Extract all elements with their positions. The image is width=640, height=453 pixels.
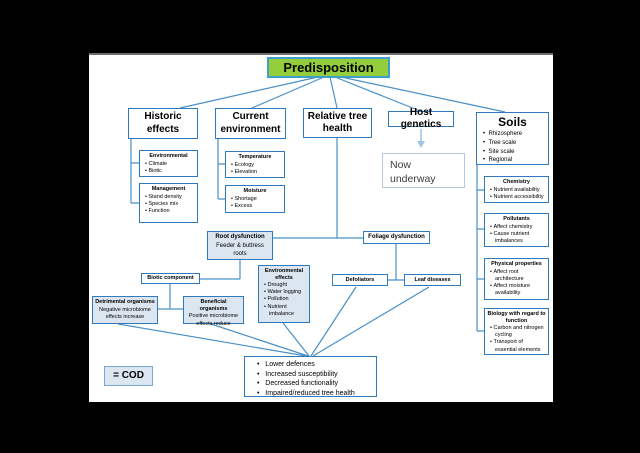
bullet-item: • Water logging — [264, 289, 307, 296]
historic-effects-box — [128, 108, 198, 139]
physical-properties-header: Physical properties — [491, 261, 542, 267]
bullet-item: • Decreased functionality — [253, 379, 372, 389]
management-header: Management — [151, 186, 186, 192]
bullet-item: • Function — [145, 208, 195, 215]
bullet-item: • Nutrient imbalance — [264, 304, 307, 318]
bullet-item: • Species mix — [145, 201, 195, 208]
biology-function-box — [484, 308, 549, 355]
current-environment-box — [215, 108, 286, 139]
foliage-dysfunction-label: Foliage dysfunction — [368, 233, 425, 240]
bullet-item: • Elevation — [231, 169, 282, 176]
management-list — [142, 194, 195, 215]
bullet-item: • Stand density — [145, 194, 195, 201]
current-environment-label: Current environment — [220, 111, 281, 135]
environmental-historic-header: Environmental — [149, 153, 188, 159]
biotic-component-connector — [158, 284, 183, 309]
bullet-item: • Regional — [483, 156, 548, 165]
pollutants-header: Pollutants — [503, 216, 530, 222]
leaf-diseases-label: Leaf diseases — [414, 276, 451, 283]
outcome-list — [253, 360, 372, 399]
foliage-dysfunction-box — [363, 231, 430, 244]
physical-properties-list — [487, 269, 546, 298]
biotic-component-label: Biotic component — [147, 275, 194, 282]
bullet-item: • Drought — [264, 282, 307, 289]
bullet-item: • Ecology — [231, 162, 282, 169]
soils-box — [476, 112, 549, 165]
environmental-effects-list — [261, 282, 307, 318]
current-bracket — [218, 139, 225, 199]
host-genetics-label: Host genetics — [400, 106, 442, 130]
bullet-item: • Affect root architecture — [490, 269, 546, 283]
relative-tree-health-label: Relative tree health — [307, 110, 368, 134]
bullet-item: • Rhizosphere — [483, 130, 548, 139]
host-genetics-arrow — [417, 129, 425, 148]
root-dysfunction-body: Feeder & buttress roots — [216, 243, 264, 258]
bullet-item: • Biotic — [145, 168, 195, 175]
foliage-dysfunction-connector — [388, 244, 404, 280]
detrimental-organisms-body: Negative microbiome effects increase — [99, 306, 151, 321]
bullet-item: • Cause nutrient imbalances — [490, 231, 546, 245]
bullet-item: • Lower defences — [253, 360, 372, 370]
soils-list — [477, 130, 548, 165]
bullet-item: • Transport of essential elements — [490, 339, 546, 353]
beneficial-organisms-box — [183, 296, 244, 327]
beneficial-organisms-header: Beneficial organisms — [199, 299, 228, 312]
chemistry-list — [487, 187, 546, 201]
bullet-item: • Impaired/reduced tree health — [253, 389, 372, 399]
cod-legend-label: = COD — [113, 370, 144, 381]
environmental-historic-list — [142, 161, 195, 175]
physical-properties-box — [484, 258, 549, 300]
outcome-box — [244, 356, 377, 397]
bullet-item: • Carbon and nitrogen cycling — [490, 325, 546, 339]
leaf-diseases-box — [404, 274, 461, 286]
now-underway-label: Now underway — [390, 159, 436, 186]
soils-bracket — [477, 165, 484, 331]
pollutants-list — [487, 224, 546, 245]
biology-function-header: Biology with regard to function — [487, 311, 546, 324]
root-dysfunction-box — [207, 231, 273, 260]
chemistry-header: Chemistry — [503, 179, 530, 185]
bullet-item: • Pollution — [264, 296, 307, 303]
moisture-header: Moisture — [243, 188, 267, 194]
fan-lines — [180, 77, 505, 112]
bullet-item: • Increased susceptibility — [253, 370, 372, 380]
now-underway-box — [382, 153, 465, 188]
moisture-box — [225, 185, 285, 213]
cod-legend-box — [104, 366, 153, 386]
environmental-historic-box — [139, 150, 198, 177]
bullet-item: • Affect moisture availability — [490, 283, 546, 297]
temperature-box — [225, 151, 285, 178]
chemistry-box — [484, 176, 549, 203]
bullet-item: • Nutrient availability — [490, 187, 546, 194]
bullet-item: • Climate — [145, 161, 195, 168]
environmental-effects-header: Environmental effects — [264, 268, 304, 281]
relative-tree-health-box — [303, 108, 372, 138]
defoliators-label: Defoliators — [345, 276, 375, 283]
root-dysfunction-connector — [200, 260, 240, 279]
detrimental-organisms-header: Detrimental organisms — [95, 299, 155, 305]
bullet-item: • Nutrient accessibility — [490, 194, 546, 201]
historic-bracket — [131, 139, 139, 203]
bullet-item: • Affect chemistry — [490, 224, 546, 231]
bullet-item: • Shortage — [231, 196, 282, 203]
root-dysfunction-header: Root dysfunction — [215, 234, 265, 240]
soils-title: Soils — [498, 115, 527, 129]
defoliators-box — [332, 274, 388, 286]
host-genetics-box — [388, 106, 454, 130]
relative-health-trunk — [273, 138, 363, 238]
bullet-item: • Excess — [231, 203, 282, 210]
biology-function-list — [487, 325, 546, 354]
temperature-header: Temperature — [238, 154, 272, 160]
biotic-component-box — [141, 273, 200, 284]
bullet-item: • Tree scale — [483, 139, 548, 148]
beneficial-organisms-body: Positive microbiome effects reduce — [188, 313, 239, 327]
predisposition-label: Predisposition — [283, 59, 374, 75]
pollutants-box — [484, 213, 549, 247]
environmental-effects-box — [258, 265, 310, 323]
detrimental-organisms-box — [92, 296, 158, 324]
predisposition-node — [267, 57, 390, 78]
moisture-list — [228, 196, 282, 210]
historic-effects-label: Historic effects — [144, 111, 182, 135]
management-box — [139, 183, 198, 223]
temperature-list — [228, 162, 282, 176]
bullet-item: • Site scale — [483, 148, 548, 157]
